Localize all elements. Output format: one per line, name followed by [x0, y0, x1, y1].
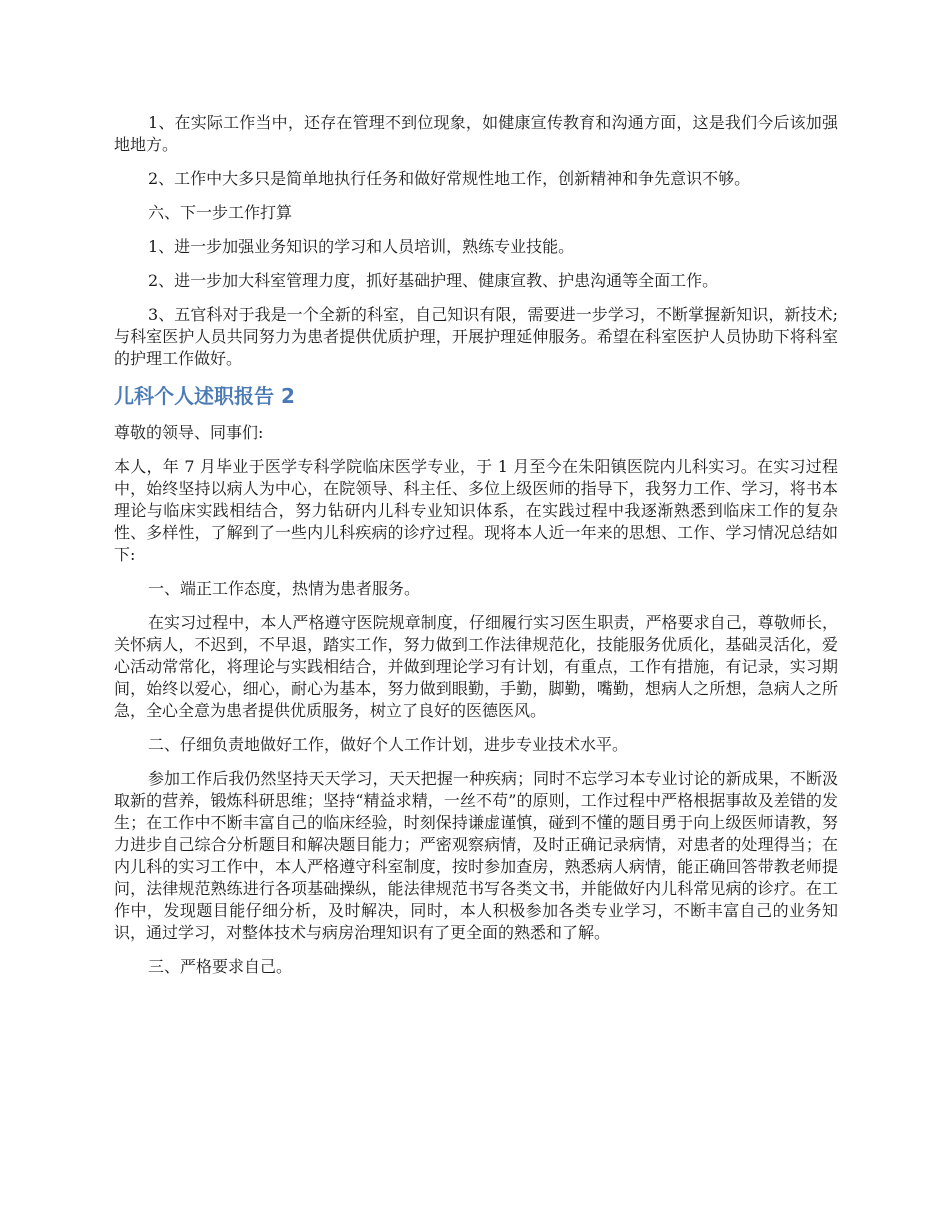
greeting: 尊敬的领导、同事们: — [114, 423, 264, 442]
subheading-self-discipline: 三、严格要求自己。 — [148, 957, 293, 976]
paragraph-responsibility: 参加工作后我仍然坚持天天学习，天天把握一种疾病；同时不忘学习本专业讨论的新成果，不断汲取新的营养，锻炼科研思维；坚持“精益求精，一丝不苟”的原则，工作过程中严格根据事故及差错的发生；在工作中不断丰富自己的临床经验，时刻保持谦虚谨慎，碰到不懂的题目勇于向上级医师请教，努力进步自己综合分析题目和解决题目能力；严密观察病情，及时正确记录病情，对患者的处理得当；在内儿科的实习工作中，本人严格遵守科室制度，按时参加查房，熟悉病人病情，能正确回答带教老师提问，法律规范熟练进行各项基础操纵，能法律规范书写各类文书，并能做好内儿科常见病的诊疗。在工作中，发现题目能仔细分析，及时解决，同时，本人积极参加各类专业学习，不断丰富自己的业务知识，通过学习，对整体技术与病房治理知识有了更全面的熟悉和了解。 — [114, 769, 838, 942]
paragraph-plan-2: 2、进一步加大科室管理力度，抓好基础护理、健康宣教、护患沟通等全面工作。 — [148, 271, 719, 290]
subheading-attitude: 一、端正工作态度，热情为患者服务。 — [148, 579, 421, 598]
report-title: 儿科个人述职报告 2 — [114, 384, 295, 408]
document-page — [114, 112, 838, 990]
paragraph-attitude: 在实习过程中，本人严格遵守医院规章制度，仔细履行实习医生职责，严格要求自己，尊敬师长，关怀病人，不迟到，不早退，踏实工作，努力做到工作法律规范化，技能服务优质化，基础灵活化，爱心活动常常化，将理论与实践相结合，并做到理论学习有计划，有重点，工作有措施，有记录，实习期间，始终以爱心，细心，耐心为基本，努力做到眼勤，手勤，脚勤，嘴勤，想病人之所想，急病人之所急，全心全意为患者提供优质服务，树立了良好的医德医风。 — [114, 613, 838, 720]
intro-paragraph: 本人，年 7 月毕业于医学专科学院临床医学专业，于 1 月至今在朱阳镇医院内儿科实习。在实习过程中，始终坚持以病人为中心，在院领导、科主任、多位上级医师的指导下，我努力工作、学习，将书本理论与临床实践相结合，努力钻研内儿科专业知识体系，在实践过程中我逐渐熟悉到临床工作的复杂性、多样性，了解到了一些内儿科疾病的诊疗过程。现将本人近一年来的思想、工作、学习情况总结如下: — [114, 457, 838, 564]
paragraph-plan-3: 3、五官科对于我是一个全新的科室，自己知识有限，需要进一步学习，不断掌握新知识，新技术;与科室医护人员共同努力为患者提供优质护理，开展护理延伸服务。希望在科室医护人员协助下将科室的护理工作做好。 — [114, 305, 838, 368]
section-heading-next-steps: 六、下一步工作打算 — [148, 203, 293, 222]
subheading-responsibility: 二、仔细负责地做好工作，做好个人工作计划，进步专业技术水平。 — [148, 735, 629, 754]
paragraph-improvement-1: 1、在实际工作当中，还存在管理不到位现象，如健康宣传教育和沟通方面，这是我们今后该加强地地方。 — [114, 113, 838, 154]
paragraph-plan-1: 1、进一步加强业务知识的学习和人员培训，熟练专业技能。 — [148, 237, 575, 256]
paragraph-improvement-2: 2、工作中大多只是简单地执行任务和做好常规性地工作，创新精神和争先意识不够。 — [148, 169, 751, 188]
